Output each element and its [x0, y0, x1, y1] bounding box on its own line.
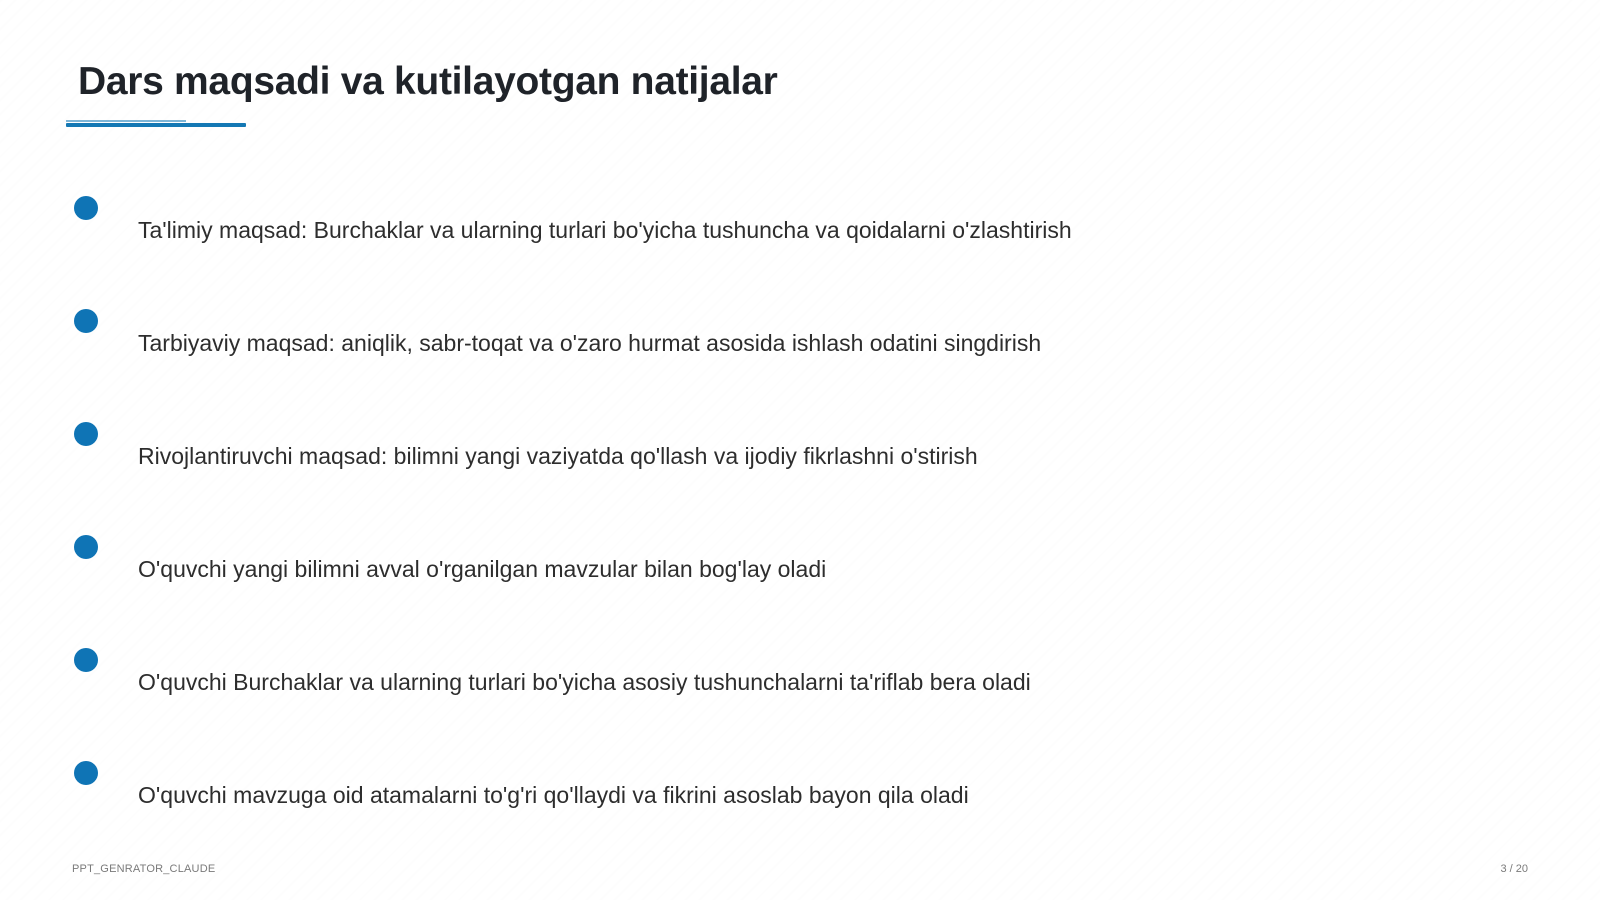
- bullet-dot-icon: [74, 309, 98, 333]
- page-number: 3 / 20: [1500, 863, 1528, 875]
- bullet-dot-icon: [74, 196, 98, 220]
- objective-item: [0, 309, 1600, 379]
- objective-text: O'quvchi yangi bilimni avval o'rganilgan mavzular bilan bog'lay oladi: [138, 556, 827, 582]
- slide-title: Dars maqsadi va kutilayotgan natijalar: [78, 60, 778, 103]
- bullet-dot-icon: [74, 535, 98, 559]
- objective-item: [0, 648, 1600, 718]
- objective-text: Tarbiyaviy maqsad: aniqlik, sabr-toqat va o'zaro hurmat asosida ishlash odatini singdirish: [138, 330, 1042, 356]
- objective-text: Ta'limiy maqsad: Burchaklar va ularning turlari bo'yicha tushuncha va qoidalarni o'zlashtirish: [138, 217, 1072, 243]
- objective-item: [0, 761, 1600, 831]
- bullet-dot-icon: [74, 648, 98, 672]
- bullet-dot-icon: [74, 422, 98, 446]
- objective-item: [0, 535, 1600, 605]
- objective-text: O'quvchi Burchaklar va ularning turlari bo'yicha asosiy tushunchalarni ta'riflab bera oladi: [138, 669, 1031, 695]
- objective-text: Rivojlantiruvchi maqsad: bilimni yangi vaziyatda qo'llash va ijodiy fikrlashni o'stirish: [138, 443, 978, 469]
- bullet-dot-icon: [74, 761, 98, 785]
- generator-footer: PPT_GENRATOR_CLAUDE: [72, 863, 216, 875]
- objective-item: [0, 422, 1600, 492]
- objective-text: O'quvchi mavzuga oid atamalarni to'g'ri qo'llaydi va fikrini asoslab bayon qila oladi: [138, 782, 969, 808]
- objective-item: [0, 196, 1600, 266]
